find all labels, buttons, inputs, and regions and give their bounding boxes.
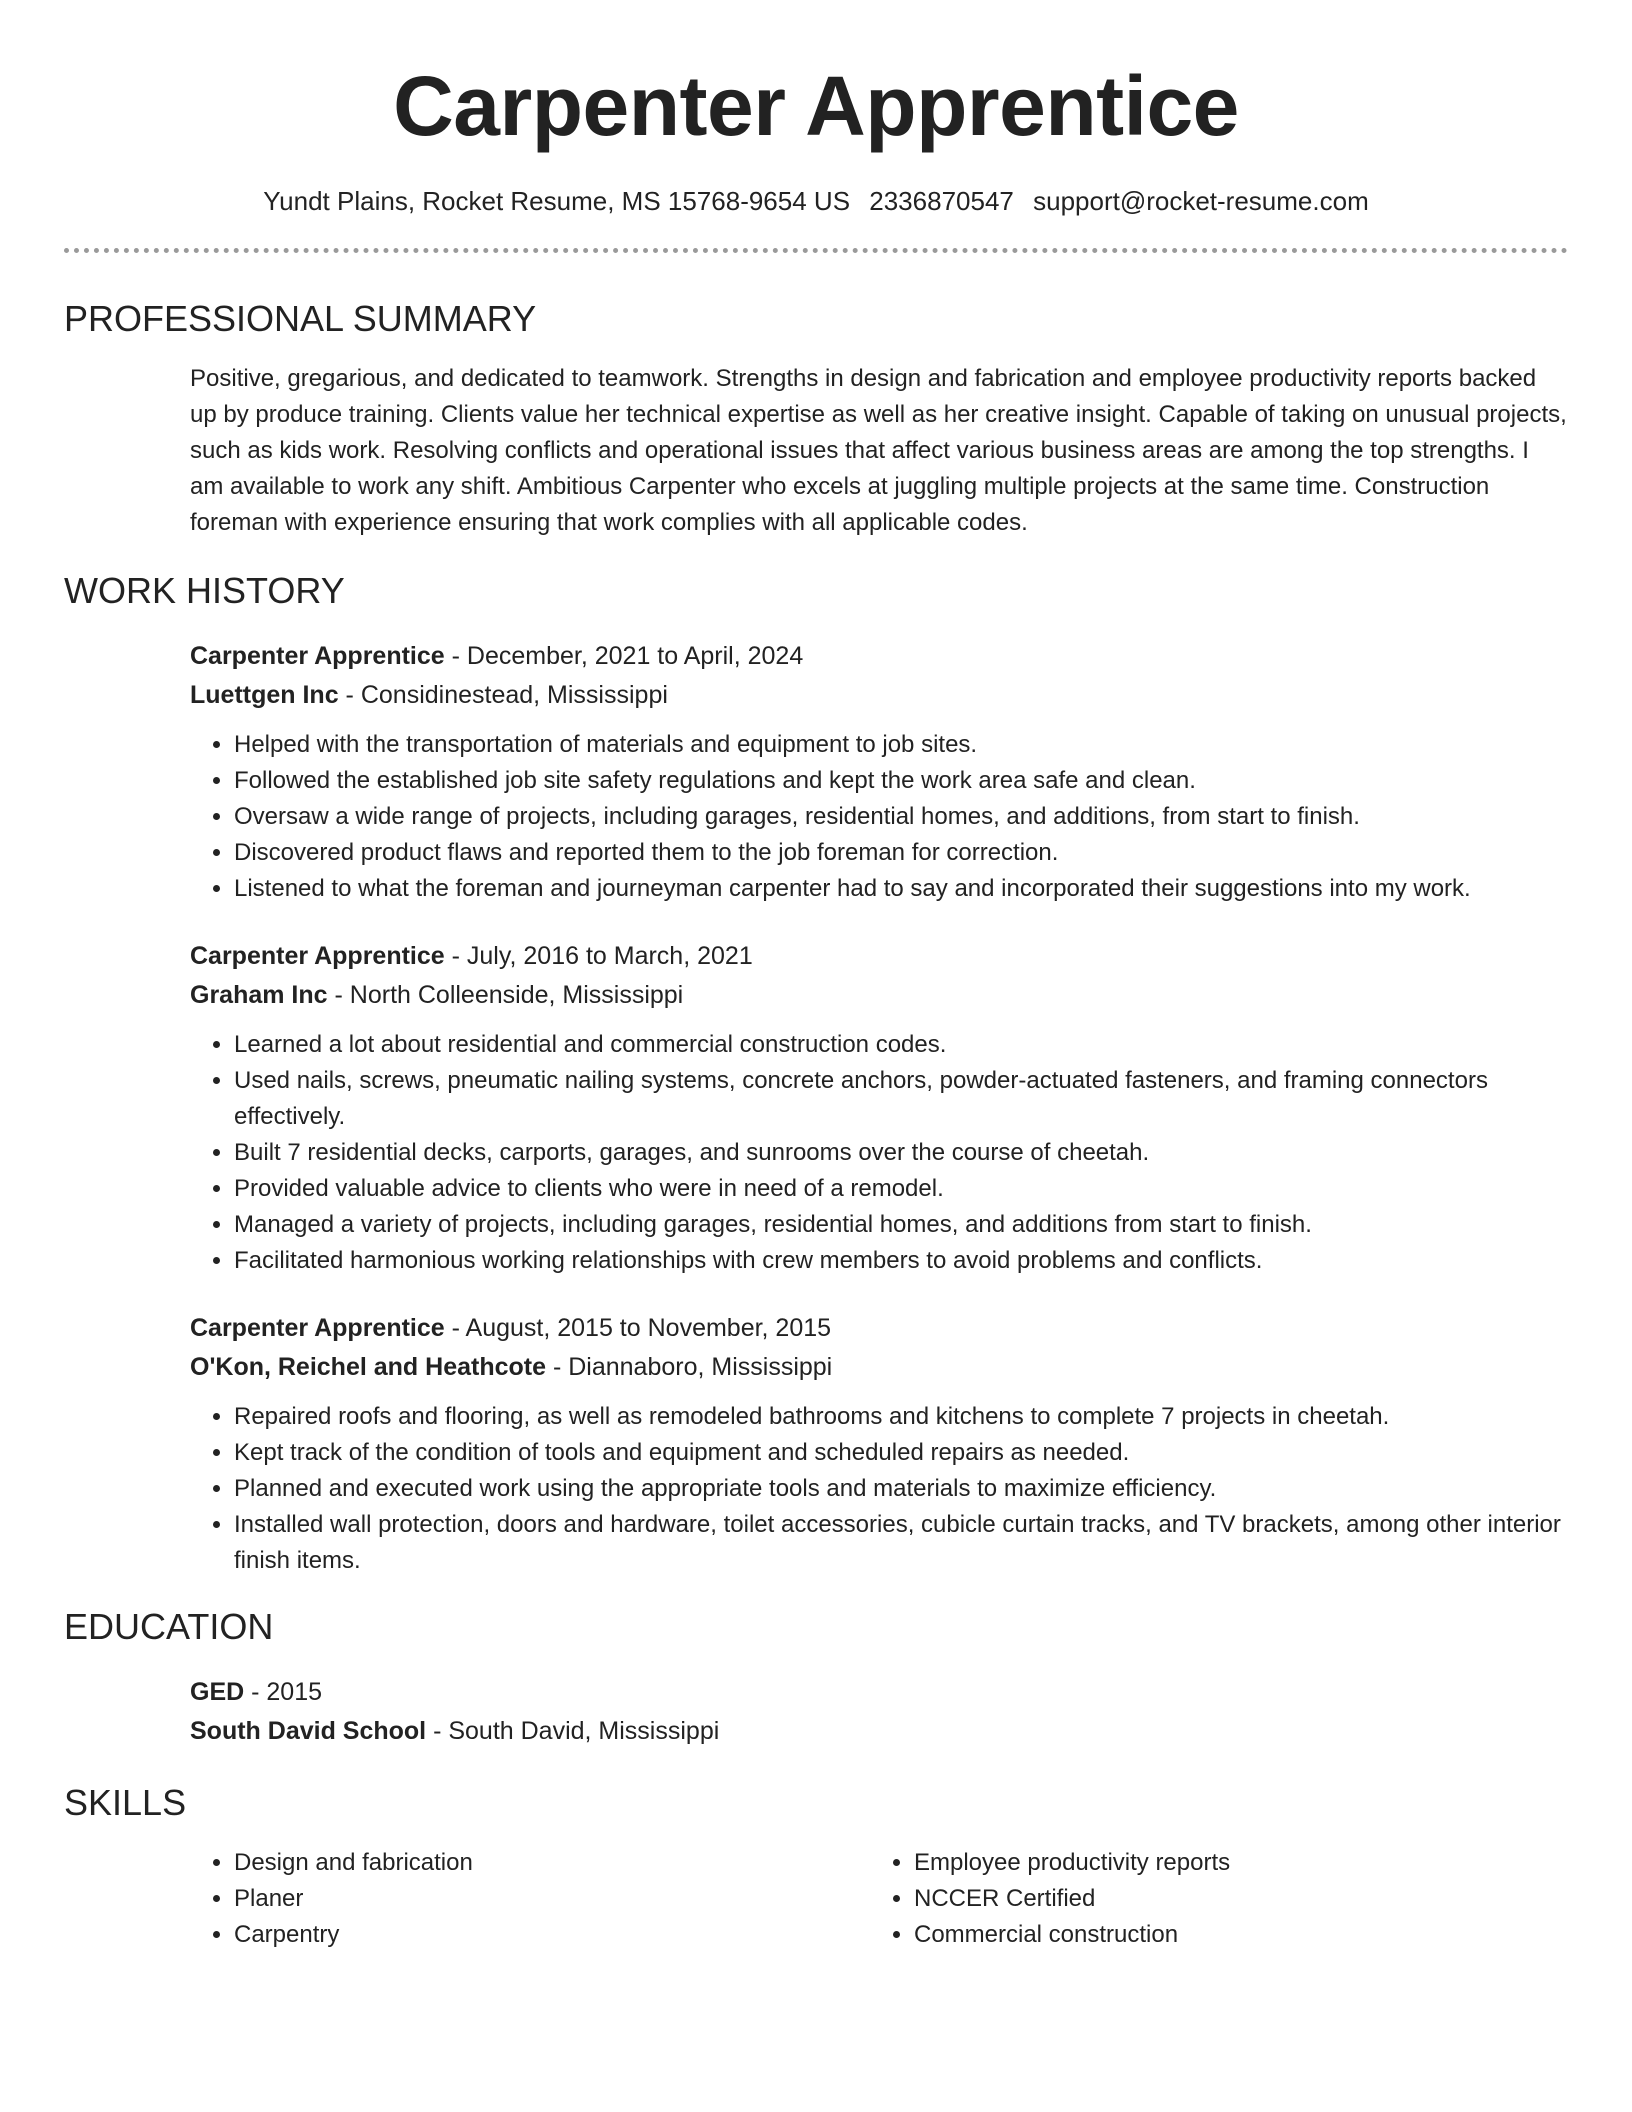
education-school: South David School bbox=[190, 1717, 427, 1745]
work-history bbox=[190, 637, 1568, 1579]
skill-item: • Carpentry bbox=[234, 1917, 870, 1953]
job-bullets bbox=[190, 1027, 1568, 1279]
job-location: - Considinestead, Mississippi bbox=[338, 681, 668, 709]
section-title-summary: PROFESSIONAL SUMMARY bbox=[64, 298, 537, 339]
job-company-line bbox=[190, 1348, 1568, 1387]
summary-text: Positive, gregarious, and dedicated to teamwork. Strengths in design and fabrication and employee productivity reports backed up by produce training. Clients value her technical expertise as well as her creative insight. Capable of taking on unusual projects, such as kids work. Resolving conflicts and operational issues that affect various business areas are among the top strengths. I am available to work any shift. Ambitious Carpenter who excels at juggling multiple projects at the same time. Construction foreman with experience ensuring that work complies with all applicable codes. bbox=[190, 365, 1567, 536]
section-title-education: EDUCATION bbox=[64, 1606, 274, 1647]
job-location: - North Colleenside, Mississippi bbox=[327, 981, 684, 1009]
job-company-line bbox=[190, 976, 1568, 1015]
skill-item: • Design and fabrication bbox=[234, 1845, 870, 1881]
job-bullets bbox=[190, 1399, 1568, 1579]
section-title-skills: SKILLS bbox=[64, 1782, 187, 1823]
job-bullet: • Planned and executed work using the appropriate tools and materials to maximize efficiency. bbox=[234, 1471, 1568, 1507]
education-school-line bbox=[190, 1712, 1568, 1751]
contact-line bbox=[64, 184, 1568, 218]
contact-address: Yundt Plains, Rocket Resume, MS 15768-9654 US bbox=[263, 186, 851, 216]
job-bullets bbox=[190, 727, 1568, 907]
job-bullet: • Kept track of the condition of tools and equipment and scheduled repairs as needed. bbox=[234, 1435, 1568, 1471]
education-entry bbox=[190, 1673, 1568, 1751]
job-bullet: • Helped with the transportation of materials and equipment to job sites. bbox=[234, 727, 1568, 763]
job-entry bbox=[190, 937, 1568, 1279]
skills-column-left bbox=[190, 1845, 870, 1953]
job-location: - Diannaboro, Mississippi bbox=[546, 1353, 833, 1381]
job-position: Carpenter Apprentice bbox=[190, 942, 445, 970]
education-degree-line bbox=[190, 1673, 1568, 1712]
job-company-line bbox=[190, 676, 1568, 715]
job-bullet: • Oversaw a wide range of projects, including garages, residential homes, and additions, from start to finish. bbox=[234, 799, 1568, 835]
job-dates: - December, 2021 to April, 2024 bbox=[444, 642, 804, 670]
job-title-line bbox=[190, 637, 1568, 676]
job-dates: - August, 2015 to November, 2015 bbox=[444, 1314, 832, 1342]
resume-name: Carpenter Apprentice bbox=[393, 59, 1239, 153]
job-title-line bbox=[190, 1309, 1568, 1348]
job-dates: - July, 2016 to March, 2021 bbox=[444, 942, 753, 970]
skill-item: • Planer bbox=[234, 1881, 870, 1917]
job-bullet: • Managed a variety of projects, including garages, residential homes, and additions from start to finish. bbox=[234, 1207, 1568, 1243]
job-bullet: • Listened to what the foreman and journeyman carpenter had to say and incorporated their suggestions into my work. bbox=[234, 871, 1568, 907]
job-bullet: • Built 7 residential decks, carports, garages, and sunrooms over the course of cheetah. bbox=[234, 1135, 1568, 1171]
section-title-work-history: WORK HISTORY bbox=[64, 570, 345, 611]
job-title-line bbox=[190, 937, 1568, 976]
education-year: - 2015 bbox=[244, 1678, 323, 1706]
job-entry bbox=[190, 1309, 1568, 1579]
skills-grid bbox=[190, 1845, 1568, 1953]
job-position: Carpenter Apprentice bbox=[190, 642, 445, 670]
contact-phone: 2336870547 bbox=[869, 186, 1014, 216]
job-bullet: • Installed wall protection, doors and hardware, toilet accessories, cubicle curtain tracks, and TV brackets, among other interior finish items. bbox=[234, 1507, 1568, 1579]
job-company: Graham Inc bbox=[190, 981, 328, 1009]
skill-item: • Commercial construction bbox=[914, 1917, 1550, 1953]
job-entry bbox=[190, 637, 1568, 907]
education-location: - South David, Mississippi bbox=[426, 1717, 720, 1745]
job-bullet: • Used nails, screws, pneumatic nailing systems, concrete anchors, powder-actuated fasteners, and framing connectors effectively. bbox=[234, 1063, 1568, 1135]
education-degree: GED bbox=[190, 1678, 245, 1706]
skill-item: • NCCER Certified bbox=[914, 1881, 1550, 1917]
job-company: O'Kon, Reichel and Heathcote bbox=[190, 1353, 547, 1381]
job-bullet: • Facilitated harmonious working relationships with crew members to avoid problems and conflicts. bbox=[234, 1243, 1568, 1279]
job-bullet: • Provided valuable advice to clients who were in need of a remodel. bbox=[234, 1171, 1568, 1207]
job-bullet: • Followed the established job site safety regulations and kept the work area safe and clean. bbox=[234, 763, 1568, 799]
job-company: Luettgen Inc bbox=[190, 681, 339, 709]
skills-column-right bbox=[870, 1845, 1550, 1953]
contact-email: support@rocket-resume.com bbox=[1033, 186, 1369, 216]
job-bullet: • Discovered product flaws and reported them to the job foreman for correction. bbox=[234, 835, 1568, 871]
header-divider bbox=[64, 248, 1568, 253]
skill-item: • Employee productivity reports bbox=[914, 1845, 1550, 1881]
job-position: Carpenter Apprentice bbox=[190, 1314, 445, 1342]
job-bullet: • Learned a lot about residential and commercial construction codes. bbox=[234, 1027, 1568, 1063]
job-bullet: • Repaired roofs and flooring, as well as remodeled bathrooms and kitchens to complete 7 projects in cheetah. bbox=[234, 1399, 1568, 1435]
